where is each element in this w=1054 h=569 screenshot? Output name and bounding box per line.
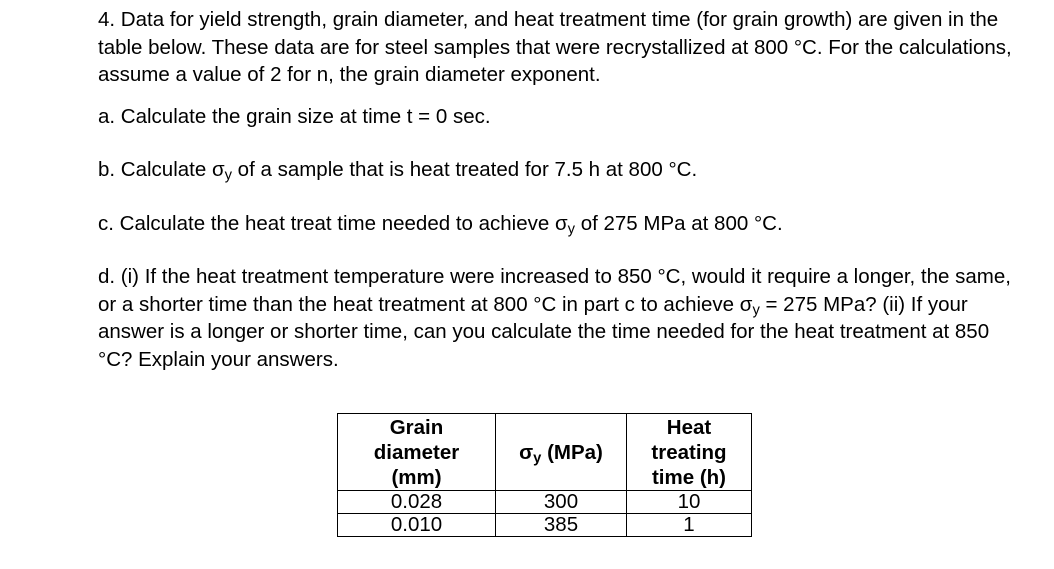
part-c-post: of 275 MPa at 800 °C. [575,211,783,235]
cell-stress: 385 [496,514,627,537]
cell-time: 1 [627,514,752,537]
part-c-pre: c. Calculate the heat treat time needed to achieve [98,211,555,235]
header-line: diameter [373,441,460,464]
table-row [338,514,752,537]
part-d-post: = 275 MPa? (ii) If your answer is a longer or shorter time, can you calculate the time needed for the heat treatment at 850 °C? Explain your answers. [98,292,990,371]
sigma-subscript: y [752,302,760,319]
problem-text [98,6,1018,373]
part-b-post: of a sample that is heat treated for 7.5 h at 800 °C. [231,158,698,181]
part-c [98,210,1018,238]
header-line: time (h) [651,466,727,489]
part-d [98,263,1018,373]
sigma-subscript: y [533,450,542,467]
table-header-row [338,414,752,491]
header-grain-diameter [338,414,496,491]
data-table [337,413,752,537]
part-a: a. Calculate the grain size at time t = 0 sec. [98,104,491,128]
header-line: treating [651,441,727,464]
header-line: Heat [666,416,712,439]
sigma-symbol: σ [519,441,534,464]
cell-stress: 300 [496,491,627,514]
header-line: (mm) [391,466,442,489]
header-unit: (MPa) [541,441,603,464]
header-yield-strength [496,414,627,491]
header-heat-treating-time [627,414,752,491]
sigma-subscript: y [224,167,232,184]
problem-intro: 4. Data for yield strength, grain diameter, and heat treatment time (for grain growth) are given in the table below. These data are for steel samples that were recrystallized at 800 °C. For the calculations, assume a value of 2 for n, the grain diameter exponent. [98,8,1012,86]
sigma-symbol: σ [739,292,753,316]
cell-diameter: 0.010 [338,514,496,537]
cell-time: 10 [627,491,752,514]
part-d-pre: d. (i) If the heat treatment temperature were increased to 850 °C, would it require a longer, the same, or a shorter time than the heat treatment at 800 °C in part c to achieve [98,265,1011,316]
header-line: Grain [389,416,444,439]
part-b-pre: b. Calculate [98,158,212,181]
part-b [98,156,1018,184]
sigma-symbol: σ [211,158,225,181]
cell-diameter: 0.028 [338,491,496,514]
sigma-subscript: y [567,221,576,238]
table-row [338,491,752,514]
sigma-symbol: σ [554,211,568,235]
